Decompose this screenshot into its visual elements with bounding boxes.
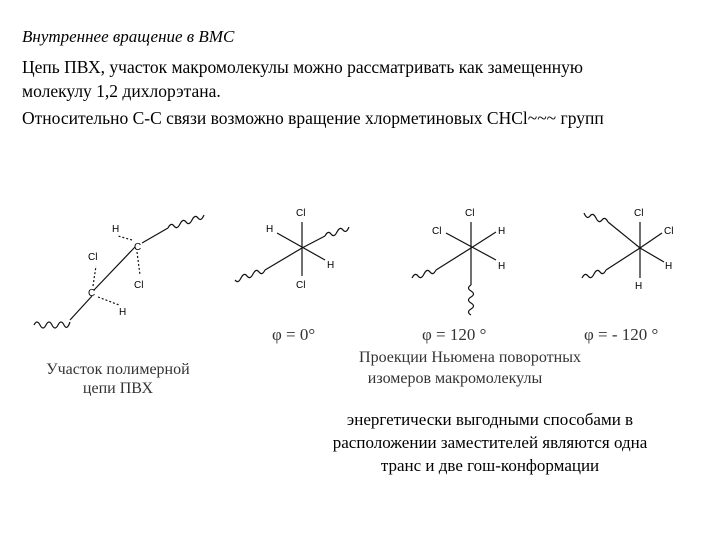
chain-wavy-end-right <box>168 215 204 228</box>
chain-label-cl1: Cl <box>88 252 98 263</box>
bond-c2-h <box>98 297 119 305</box>
phi-label-0: φ = 0° <box>272 325 316 344</box>
proj1-label-h-left: H <box>266 224 274 235</box>
proj3-label-cl-right: Cl <box>664 226 674 237</box>
conclusion-line-1: энергетически выгодными способами в <box>346 410 634 429</box>
proj1-wavy-left <box>235 270 265 282</box>
conclusion-text <box>290 408 690 477</box>
proj2-wavy-left <box>412 270 436 278</box>
proj1-label-h-right: H <box>327 260 335 271</box>
paragraph-line-1: Цепь ПВХ, участок макромолекулы можно рассматривать как замещенную <box>22 57 583 77</box>
caption-left-line-1: Участок полимерной <box>46 361 190 378</box>
bond-c1-c2 <box>94 247 135 290</box>
chain-wavy-end-left <box>34 322 70 328</box>
phi-label-minus-120: φ = - 120 ° <box>584 325 659 344</box>
chain-label-h1: H <box>112 224 120 235</box>
conclusion-line-2: расположении заместителей являются одна <box>332 433 648 452</box>
proj2-label-cl-left: Cl <box>432 226 442 237</box>
proj1-label-cl-bottom: Cl <box>296 280 306 291</box>
proj3-wavy-topleft <box>584 213 608 222</box>
bond-c2-cl <box>93 266 96 286</box>
caption-right-line-1: Проекции Ньюмена поворотных <box>359 349 581 366</box>
bond-c1-chain <box>142 228 168 243</box>
proj3-wavy-left <box>582 270 606 278</box>
chain-label-cl2: Cl <box>134 280 144 291</box>
slide-heading: Внутреннее вращение в ВМС <box>22 27 235 46</box>
proj3-label-cl-top: Cl <box>634 208 644 219</box>
bond-c1-h <box>118 236 132 240</box>
newman-projection-0 <box>235 222 349 282</box>
proj2-label-h-right: H <box>498 226 506 237</box>
proj2-wavy-down <box>469 285 474 315</box>
caption-left-line-2: цепи ПВХ <box>82 380 154 397</box>
bond-chain-c2 <box>70 296 92 320</box>
proj2-label-h-lower: H <box>498 261 506 272</box>
phi-label-120: φ = 120 ° <box>422 325 487 344</box>
paragraph-line-3: Относительно С-С связи возможно вращение хлорметиновых CHCl~~~ групп <box>22 108 604 128</box>
proj1-label-cl-top: Cl <box>296 208 306 219</box>
chain-label-c2: C <box>88 288 96 299</box>
proj3-label-h-bottom: H <box>635 281 643 292</box>
proj2-label-cl-top: Cl <box>465 208 475 219</box>
chain-label-c1: C <box>134 242 142 253</box>
proj1-wavy <box>325 227 349 236</box>
bond-c1-cl <box>137 252 140 275</box>
chain-label-h2: H <box>119 307 127 318</box>
conclusion-line-3: транс и две гош-конформации <box>380 456 600 475</box>
newman-projection-120 <box>412 222 496 315</box>
newman-projection-minus-120 <box>582 213 664 278</box>
caption-right-line-2: изомеров макромолекулы <box>367 370 543 387</box>
proj3-label-h-right: H <box>665 261 673 272</box>
paragraph-line-2: молекулу 1,2 дихлорэтана. <box>22 81 221 101</box>
